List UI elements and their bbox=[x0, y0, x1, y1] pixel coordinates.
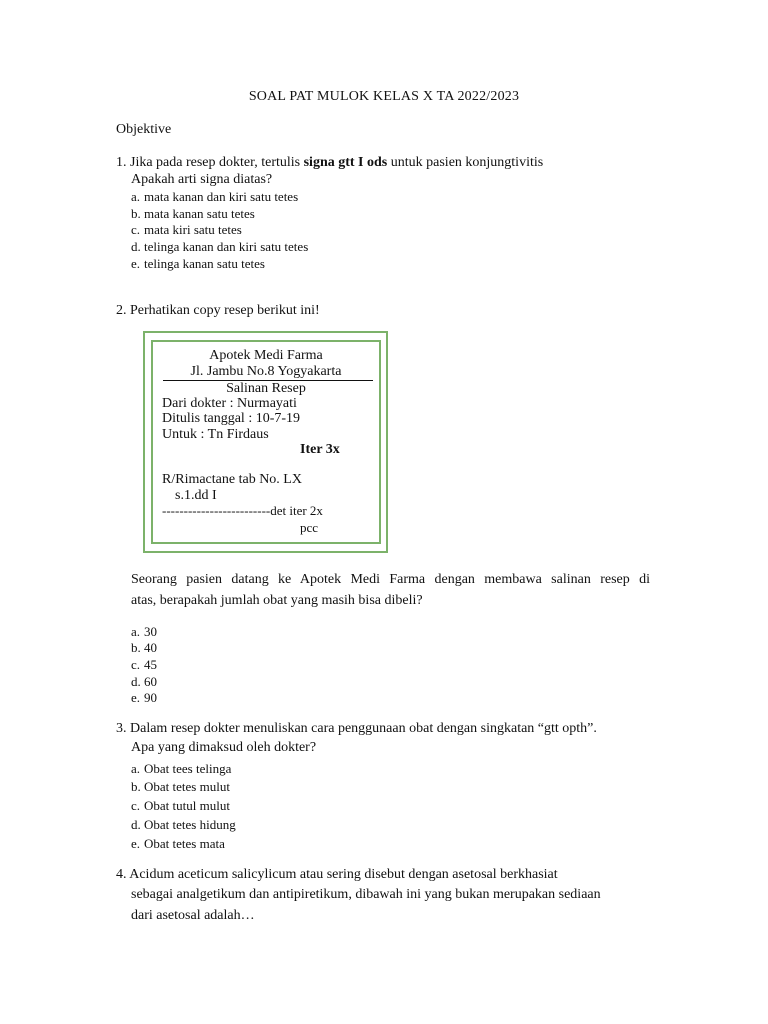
question-1-line1 bbox=[116, 155, 543, 171]
prescription-signa: s.1.dd I bbox=[175, 488, 217, 503]
question-2-line1 bbox=[116, 303, 320, 319]
question-4-line2: sebagai analgetikum dan antipiretikum, dibawah ini yang bukan merupakan sediaan bbox=[131, 887, 601, 902]
prescription-patient: Untuk : Tn Firdaus bbox=[162, 427, 269, 442]
question-2-text-line1: Seorang pasien datang ke Apotek Medi Farma dengan membawa salinan resep di bbox=[131, 572, 650, 587]
prescription-det: -------------------------det iter 2x bbox=[162, 503, 323, 518]
question-4-line3: dari asetosal adalah… bbox=[131, 908, 255, 923]
prescription-date: Ditulis tanggal : 10-7-19 bbox=[162, 411, 301, 426]
option-e: e. 90 bbox=[131, 690, 157, 705]
prescription-iter: Iter 3x bbox=[300, 442, 340, 457]
option-c: c. 45 bbox=[131, 657, 157, 672]
question-text: Perhatikan copy resep berikut ini! bbox=[130, 303, 320, 318]
question-3-line1 bbox=[116, 721, 597, 737]
question-text: Acidum aceticum salicylicum atau sering disebut dengan asetosal berkhasiat bbox=[129, 867, 558, 882]
prescription-drug: R/Rimactane tab No. LX bbox=[162, 472, 302, 487]
prescription-address: Jl. Jambu No.8 Yogyakarta bbox=[190, 364, 342, 379]
question-1-line2: Apakah arti signa diatas? bbox=[131, 172, 273, 187]
prescription-heading: Salinan Resep bbox=[226, 381, 306, 396]
option-e: e. Obat tetes mata bbox=[131, 836, 225, 851]
option-b: b. mata kanan satu tetes bbox=[131, 206, 255, 221]
question-number: 1. bbox=[116, 155, 127, 170]
question-number: 2. bbox=[116, 303, 127, 318]
option-c: c. mata kiri satu tetes bbox=[131, 222, 242, 237]
option-e: e. telinga kanan satu tetes bbox=[131, 256, 265, 271]
question-text: Jika pada resep dokter, tertulis bbox=[130, 155, 304, 170]
question-text: Dalam resep dokter menuliskan cara penggunaan obat dengan singkatan “gtt opth”. bbox=[130, 721, 597, 736]
question-number: 4. bbox=[116, 867, 127, 882]
page-title: SOAL PAT MULOK KELAS X TA 2022/2023 bbox=[248, 89, 520, 104]
section-heading: Objektive bbox=[116, 122, 172, 137]
option-d: d. 60 bbox=[131, 674, 157, 689]
option-b: b. 40 bbox=[131, 640, 157, 655]
question-emphasis: signa gtt I ods bbox=[303, 155, 388, 170]
prescription-pharmacy: Apotek Medi Farma bbox=[209, 348, 323, 363]
option-a: a. mata kanan dan kiri satu tetes bbox=[131, 189, 299, 204]
option-d: d. Obat tetes hidung bbox=[131, 817, 236, 832]
option-a: a. 30 bbox=[131, 624, 157, 639]
option-d: d. telinga kanan dan kiri satu tetes bbox=[131, 239, 309, 254]
option-a: a. Obat tees telinga bbox=[131, 761, 232, 776]
option-b: b. Obat tetes mulut bbox=[131, 779, 230, 794]
question-text: untuk pasien konjungtivitis bbox=[387, 155, 544, 170]
question-2-text-line2: atas, berapakah jumlah obat yang masih bisa dibeli? bbox=[131, 593, 423, 608]
option-c: c. Obat tutul mulut bbox=[131, 798, 230, 813]
question-4-line1 bbox=[116, 867, 558, 883]
question-3-line2: Apa yang dimaksud oleh dokter? bbox=[131, 740, 317, 755]
question-number: 3. bbox=[116, 721, 127, 736]
prescription-pcc: pcc bbox=[300, 520, 319, 535]
prescription-doctor: Dari dokter : Nurmayati bbox=[162, 396, 297, 411]
